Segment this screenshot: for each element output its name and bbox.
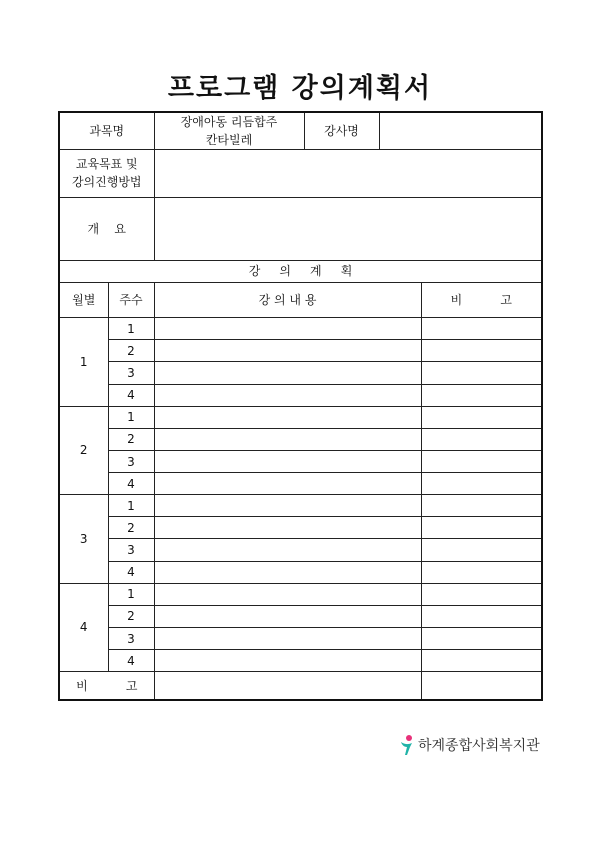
content-cell[interactable] (154, 318, 421, 340)
week-cell: 4 (108, 561, 154, 583)
overview-label: 개 요 (59, 197, 154, 260)
goal-label-line2: 강의진행방법 (71, 175, 142, 190)
remarks-cell[interactable] (421, 495, 542, 517)
content-cell[interactable] (154, 627, 421, 649)
week-row (59, 517, 542, 539)
content-cell[interactable] (154, 450, 421, 472)
remarks-label: 비 고 (59, 672, 154, 700)
goal-label (59, 150, 154, 197)
remarks-row (59, 672, 542, 700)
plan-section-title: 강 의 계 획 (59, 260, 542, 282)
course-label: 과목명 (59, 112, 154, 150)
remarks-cell[interactable] (421, 450, 542, 472)
content-cell[interactable] (154, 517, 421, 539)
course-value[interactable] (154, 112, 304, 150)
week-row (59, 450, 542, 472)
week-row (59, 406, 542, 428)
page-title: 프로그램 강의계획서 (167, 73, 433, 104)
goal-label-line1: 교육목표 및 (75, 157, 138, 172)
week-cell: 2 (108, 428, 154, 450)
remarks-cell[interactable] (421, 318, 542, 340)
content-cell[interactable] (154, 406, 421, 428)
instructor-label: 강사명 (304, 112, 379, 150)
month-cell: 3 (59, 495, 108, 584)
remarks-cell[interactable] (421, 539, 542, 561)
lecture-plan-form (58, 111, 543, 701)
person-logo-icon (398, 734, 416, 756)
remarks-cell[interactable] (421, 473, 542, 495)
week-row (59, 384, 542, 406)
week-cell: 4 (108, 473, 154, 495)
course-row (59, 112, 542, 150)
content-cell[interactable] (154, 561, 421, 583)
week-row (59, 605, 542, 627)
plan-header-row (59, 283, 542, 318)
goal-row (59, 150, 542, 197)
overview-value[interactable] (154, 197, 542, 260)
week-cell: 4 (108, 650, 154, 672)
week-cell: 2 (108, 605, 154, 627)
week-row (59, 318, 542, 340)
week-row (59, 561, 542, 583)
goal-value[interactable] (154, 150, 542, 197)
content-cell[interactable] (154, 384, 421, 406)
content-cell[interactable] (154, 428, 421, 450)
org-logo (398, 734, 540, 756)
remarks-value[interactable] (154, 672, 421, 700)
remarks-cell[interactable] (421, 605, 542, 627)
remarks-extra-value[interactable] (421, 672, 542, 700)
content-cell[interactable] (154, 495, 421, 517)
month-cell: 4 (59, 583, 108, 672)
week-cell: 4 (108, 384, 154, 406)
week-cell: 1 (108, 495, 154, 517)
remarks-cell[interactable] (421, 583, 542, 605)
content-cell[interactable] (154, 340, 421, 362)
col-header-week: 주수 (108, 283, 154, 318)
remarks-cell[interactable] (421, 517, 542, 539)
week-cell: 1 (108, 318, 154, 340)
week-row (59, 583, 542, 605)
week-row (59, 340, 542, 362)
remarks-cell[interactable] (421, 650, 542, 672)
content-cell[interactable] (154, 583, 421, 605)
week-row (59, 627, 542, 649)
week-cell: 1 (108, 406, 154, 428)
week-cell: 3 (108, 627, 154, 649)
remarks-cell[interactable] (421, 406, 542, 428)
org-name: 하계종합사회복지관 (418, 738, 540, 754)
week-row (59, 539, 542, 561)
remarks-cell[interactable] (421, 384, 542, 406)
month-cell: 1 (59, 318, 108, 407)
content-cell[interactable] (154, 605, 421, 627)
remarks-cell[interactable] (421, 428, 542, 450)
week-row (59, 362, 542, 384)
week-cell: 3 (108, 362, 154, 384)
content-cell[interactable] (154, 473, 421, 495)
week-cell: 3 (108, 539, 154, 561)
remarks-cell[interactable] (421, 627, 542, 649)
overview-row (59, 197, 542, 260)
week-row (59, 473, 542, 495)
remarks-cell[interactable] (421, 561, 542, 583)
content-cell[interactable] (154, 650, 421, 672)
week-cell: 3 (108, 450, 154, 472)
week-cell: 2 (108, 340, 154, 362)
instructor-value[interactable] (379, 112, 542, 150)
remarks-cell[interactable] (421, 340, 542, 362)
course-value-line1: 장애아동 리듬합주 (180, 115, 278, 130)
col-header-remarks: 비 고 (421, 283, 542, 318)
week-cell: 1 (108, 583, 154, 605)
month-cell: 2 (59, 406, 108, 495)
content-cell[interactable] (154, 539, 421, 561)
col-header-content: 강 의 내 용 (154, 283, 421, 318)
plan-section-row (59, 260, 542, 282)
remarks-cell[interactable] (421, 362, 542, 384)
week-cell: 2 (108, 517, 154, 539)
week-row (59, 495, 542, 517)
content-cell[interactable] (154, 362, 421, 384)
col-header-month: 월별 (59, 283, 108, 318)
course-value-line2: 칸타빌레 (205, 133, 253, 148)
week-row (59, 650, 542, 672)
week-row (59, 428, 542, 450)
